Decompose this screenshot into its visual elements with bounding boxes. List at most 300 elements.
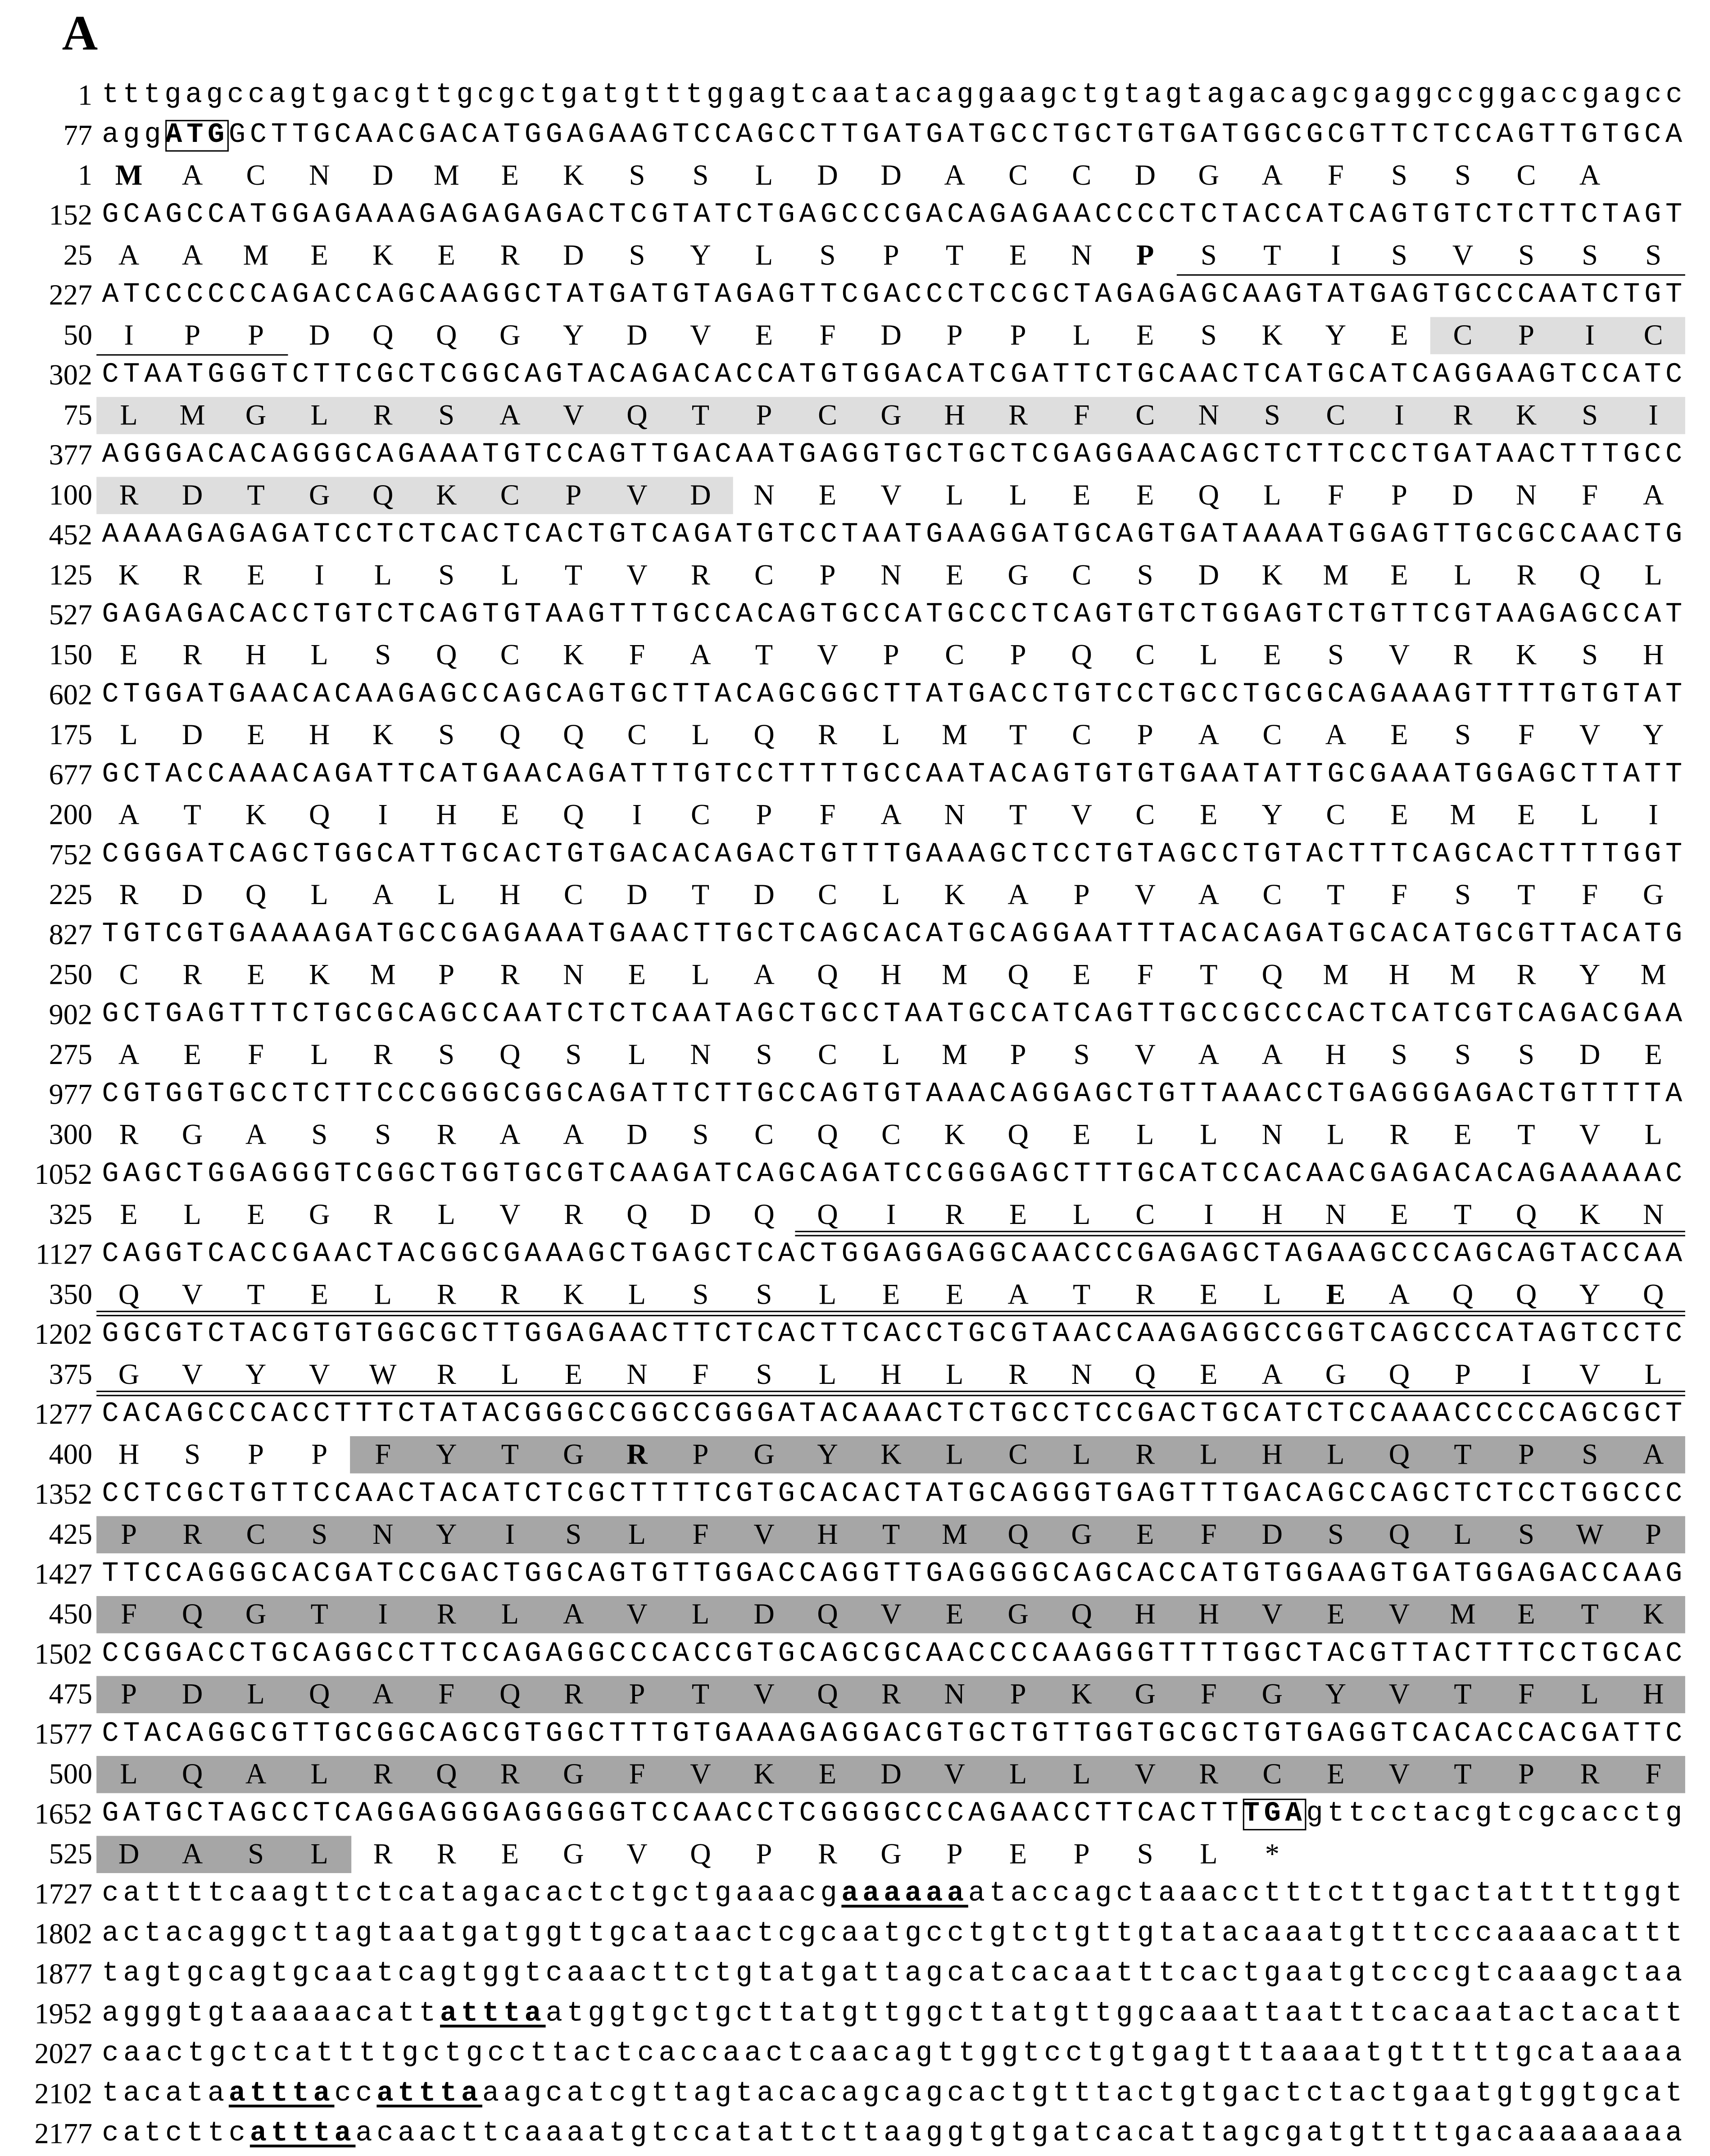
amino-acid: S bbox=[1391, 238, 1407, 272]
amino-acid: S bbox=[1200, 318, 1217, 352]
amino-acid: E bbox=[247, 558, 265, 591]
amino-acid: L bbox=[1200, 638, 1218, 672]
amino-acid: N bbox=[1071, 238, 1092, 272]
amino-acid: V bbox=[1388, 1757, 1410, 1791]
amino-acid: E bbox=[120, 1197, 138, 1231]
amino-acid: Q bbox=[181, 1597, 203, 1631]
regulatory-motif: attta bbox=[440, 1998, 546, 2030]
amino-acid: Y bbox=[436, 1517, 457, 1551]
regulatory-motif: attta bbox=[249, 2118, 356, 2150]
amino-acid: S bbox=[565, 1037, 582, 1071]
amino-acid: L bbox=[946, 478, 964, 512]
amino-acid: L bbox=[628, 1517, 646, 1551]
nucleotide-sequence: CTAATGGGTCTTCGCTCGGCAGTACAGACACCATGTGGACATCGATTCTGCAACTCATGCATCAGGAAGTCCATC bbox=[102, 359, 1687, 391]
amino-acid: K bbox=[1071, 1677, 1092, 1710]
amino-acid: K bbox=[563, 158, 584, 192]
amino-acid: E bbox=[501, 798, 519, 831]
amino-acid: E bbox=[882, 1278, 900, 1311]
amino-acid: Q bbox=[626, 1197, 648, 1231]
amino-acid: F bbox=[1073, 398, 1090, 432]
amino-acid: K bbox=[436, 478, 457, 512]
amino-acid: I bbox=[1585, 318, 1595, 352]
amino-acid: L bbox=[1136, 1118, 1154, 1151]
amino-acid: P bbox=[1518, 1757, 1534, 1791]
amino-acid: V bbox=[1579, 718, 1601, 751]
nucleotide-sequence: CCTCGCTGTTCCAACTACATCTCGCTTTTCGTGCACACTATGCAGGGTGAGTTTGACAGCCAGCTCTCCTGGCCC bbox=[102, 1478, 1687, 1511]
amino-acid: S bbox=[1518, 238, 1534, 272]
nucleotide-sequence: GGCGTCTACGTGTGGCGCTTGGAGAACTTCTCACTTCACCTGCGTAACCAAGAGGCCGGTCAGCCCATAGTCCTC bbox=[102, 1319, 1687, 1351]
amino-acid: N bbox=[1198, 398, 1220, 432]
nucleotide-line bbox=[0, 837, 1710, 874]
amino-acid: V bbox=[499, 1197, 521, 1231]
amino-acid: K bbox=[880, 1437, 902, 1471]
amino-acid: D bbox=[626, 878, 648, 911]
amino-acid: G bbox=[118, 1357, 140, 1391]
amino-acid: S bbox=[375, 1118, 391, 1151]
amino-acid: T bbox=[501, 1437, 519, 1471]
amino-acid: V bbox=[690, 318, 711, 352]
protein-line bbox=[0, 317, 1710, 355]
amino-acid: H bbox=[499, 878, 521, 911]
amino-acid: S bbox=[1137, 1837, 1153, 1870]
amino-acid: L bbox=[374, 1278, 392, 1311]
amino-acid: V bbox=[1388, 1597, 1410, 1631]
amino-acid: R bbox=[373, 1037, 393, 1071]
amino-acid: E bbox=[1073, 958, 1091, 991]
amino-acid: L bbox=[310, 878, 328, 911]
nucleotide-line bbox=[0, 1476, 1710, 1514]
amino-acid: K bbox=[1642, 1597, 1664, 1631]
amino-acid: F bbox=[819, 318, 836, 352]
amino-acid: H bbox=[1642, 638, 1664, 672]
amino-acid: I bbox=[124, 318, 134, 352]
amino-acid: R bbox=[373, 398, 393, 432]
protein-line bbox=[0, 1276, 1710, 1314]
amino-acid: Q bbox=[1071, 1597, 1092, 1631]
amino-acid: V bbox=[1388, 638, 1410, 672]
amino-acid: R bbox=[563, 1677, 583, 1710]
amino-acid: E bbox=[1454, 1118, 1472, 1151]
amino-acid: Q bbox=[1515, 1278, 1537, 1311]
amino-acid: T bbox=[247, 1278, 265, 1311]
amino-acid: I bbox=[632, 798, 642, 831]
amino-acid: P bbox=[248, 1437, 264, 1471]
amino-acid: I bbox=[886, 1197, 896, 1231]
amino-acid: G bbox=[880, 398, 902, 432]
amino-acid: A bbox=[1198, 1037, 1220, 1071]
amino-acid: R bbox=[182, 558, 202, 591]
amino-acid: C bbox=[754, 1118, 774, 1151]
amino-acid: E bbox=[1136, 478, 1154, 512]
amino-acid: W bbox=[1576, 1517, 1604, 1551]
amino-acid: H bbox=[308, 718, 330, 751]
nucleotide-sequence: GAGAGACACCTGTCTCAGTGTAAGTTTGCCACAGTGCCATGCCCTCAGTGTCTGGAGTCTGTTCGTAAGAGCCAT bbox=[102, 599, 1687, 632]
position-number: 377 bbox=[49, 438, 92, 472]
amino-acid: E bbox=[818, 1757, 837, 1791]
amino-acid: R bbox=[373, 1757, 393, 1791]
amino-acid: K bbox=[372, 238, 394, 272]
amino-acid: L bbox=[1200, 1837, 1218, 1870]
amino-acid: A bbox=[944, 158, 965, 192]
position-number: 2102 bbox=[34, 2077, 92, 2111]
amino-acid: T bbox=[183, 798, 201, 831]
nucleotide-sequence: GAGCTGGAGGGTCGGCTGGTGCGTCAAGATCAGCAGATCCGGGAGCTTTGCATCCACAACGAGACACAGAAAAAC bbox=[102, 1159, 1687, 1191]
amino-acid: Q bbox=[1071, 638, 1092, 672]
amino-acid: N bbox=[944, 1677, 965, 1710]
amino-acid: M bbox=[942, 718, 968, 751]
amino-acid: H bbox=[880, 1357, 902, 1391]
amino-acid: R bbox=[1516, 958, 1536, 991]
protein-line bbox=[0, 1676, 1710, 1713]
amino-acid: L bbox=[1581, 1677, 1599, 1710]
amino-acid: G bbox=[499, 318, 521, 352]
amino-acid: M bbox=[179, 398, 205, 432]
amino-acid: G bbox=[1261, 1677, 1283, 1710]
amino-acid: A bbox=[1642, 1437, 1664, 1471]
amino-acid: S bbox=[1582, 638, 1598, 672]
amino-acid: E bbox=[183, 1037, 201, 1071]
amino-acid: R bbox=[563, 1197, 583, 1231]
amino-acid: L bbox=[183, 1197, 201, 1231]
position-number: 2177 bbox=[34, 2117, 92, 2150]
position-number: 100 bbox=[49, 478, 92, 512]
amino-acid: C bbox=[1135, 398, 1155, 432]
amino-acid: C bbox=[1326, 798, 1346, 831]
nucleotide-sequence: CAGGTCACCGAACTACGGCGAAAGCTGAGCTCACTGGAGGAGGCAACCCGAGAGCTAGAAGCCCAGCAGTACCAA bbox=[102, 1239, 1687, 1271]
amino-acid: A bbox=[118, 1037, 140, 1071]
amino-acid: R bbox=[500, 1278, 520, 1311]
amino-acid: A bbox=[245, 1757, 267, 1791]
amino-acid: T bbox=[1009, 718, 1027, 751]
amino-acid: M bbox=[1323, 958, 1349, 991]
position-number: 200 bbox=[49, 798, 92, 831]
amino-acid: E bbox=[1390, 718, 1408, 751]
amino-acid: R bbox=[945, 1197, 965, 1231]
amino-acid: T bbox=[1327, 878, 1345, 911]
amino-acid-sequence bbox=[102, 1756, 1687, 1793]
amino-acid: E bbox=[1136, 1517, 1154, 1551]
amino-acid: S bbox=[438, 558, 455, 591]
amino-acid: L bbox=[818, 1357, 837, 1391]
nucleotide-line bbox=[0, 197, 1710, 235]
amino-acid: A bbox=[1261, 158, 1283, 192]
amino-acid: H bbox=[1261, 1197, 1283, 1231]
amino-acid: T bbox=[1454, 1437, 1472, 1471]
amino-acid: L bbox=[1073, 318, 1091, 352]
amino-acid: Y bbox=[1579, 958, 1601, 991]
amino-acid: K bbox=[308, 958, 330, 991]
amino-acid: Q bbox=[499, 718, 521, 751]
amino-acid: T bbox=[691, 1677, 710, 1710]
amino-acid-sequence bbox=[102, 1596, 1687, 1633]
amino-acid: F bbox=[375, 1437, 391, 1471]
amino-acid: A bbox=[181, 1837, 203, 1870]
amino-acid: P bbox=[1518, 318, 1534, 352]
amino-acid: H bbox=[1642, 1677, 1664, 1710]
amino-acid: D bbox=[1198, 558, 1220, 591]
amino-acid: I bbox=[1204, 1197, 1214, 1231]
amino-acid: H bbox=[817, 1517, 838, 1551]
amino-acid: C bbox=[1262, 878, 1282, 911]
amino-acid: G bbox=[1071, 1517, 1092, 1551]
amino-acid: D bbox=[1134, 158, 1156, 192]
amino-acid: T bbox=[755, 638, 773, 672]
nucleotide-sequence: CGTGGTGCCTCTTCCCGGGCGGCAGATTCTTGCCAGTGTAAACAGGAGCTGTTAAACCTGAGGGAGACTGTTTTA bbox=[102, 1079, 1687, 1111]
nucleotide-sequence: tacataatttaccatttaaagcatcgttagtacacagcagcactgtttactgtgactctactgaatgtggtgcat bbox=[102, 2078, 1687, 2111]
amino-acid: Q bbox=[499, 1037, 521, 1071]
position-number: 1 bbox=[77, 158, 92, 192]
nucleotide-sequence: tttgagccagtgacgttgcgctgatgtttggagtcaatacaggaagctgtagtagacagcgaggccggaccgagcc bbox=[102, 80, 1687, 112]
amino-acid: V bbox=[626, 558, 648, 591]
amino-acid: C bbox=[1072, 718, 1092, 751]
protein-line bbox=[0, 1196, 1710, 1234]
position-number: 225 bbox=[49, 878, 92, 911]
amino-acid: L bbox=[1454, 558, 1472, 591]
amino-acid: H bbox=[1325, 1037, 1347, 1071]
amino-acid: F bbox=[692, 1517, 709, 1551]
position-number: 50 bbox=[63, 318, 92, 352]
amino-acid: E bbox=[818, 478, 837, 512]
amino-acid: G bbox=[1007, 558, 1029, 591]
amino-acid: A bbox=[1261, 1037, 1283, 1071]
amino-acid: L bbox=[882, 1037, 900, 1071]
amino-acid: V bbox=[1071, 798, 1092, 831]
position-number: 602 bbox=[49, 678, 92, 711]
amino-acid: N bbox=[626, 1357, 648, 1391]
amino-acid: Y bbox=[563, 318, 584, 352]
amino-acid-sequence bbox=[102, 317, 1687, 355]
nucleotide-sequence: GCTACCAAACAGATTCATGAACAGATTTGTCCTTTTGCCAATACAGTGTGTGAATATTGCGAAATGGAGCTTATT bbox=[102, 759, 1687, 791]
amino-acid: R bbox=[1516, 558, 1536, 591]
amino-acid: C bbox=[1072, 558, 1092, 591]
amino-acid: E bbox=[1327, 1597, 1345, 1631]
amino-acid: D bbox=[626, 318, 648, 352]
amino-acid: T bbox=[1581, 1597, 1599, 1631]
amino-acid: A bbox=[181, 238, 203, 272]
nucleotide-line bbox=[0, 597, 1710, 634]
amino-acid: Y bbox=[1642, 718, 1664, 751]
amino-acid: A bbox=[1007, 1278, 1029, 1311]
amino-acid: K bbox=[245, 798, 267, 831]
panel-label: A bbox=[62, 5, 98, 61]
amino-acid-sequence bbox=[102, 1676, 1687, 1713]
amino-acid: I bbox=[1521, 1357, 1531, 1391]
position-number: 75 bbox=[63, 398, 92, 432]
protein-line bbox=[0, 796, 1710, 834]
amino-acid: R bbox=[626, 1437, 648, 1471]
nucleotide-line bbox=[0, 1316, 1710, 1354]
nucleotide-sequence: CTGGATGAACACAAGAGCCAGCAGTGCTTACAGCGGCTTATGACCTGTCCTGCCTGCGCAGAAAGTTTTGTGTAT bbox=[102, 679, 1687, 711]
amino-acid: F bbox=[121, 1597, 137, 1631]
nucleotide-sequence: GCAGCCATGGAGAAAGAGAGAGACTCGTATCTGAGCCCGACAGAGAACCCCTCTACCATCAGTGTCTCTTCTAGT bbox=[102, 200, 1687, 232]
nucleotide-line bbox=[0, 1876, 1710, 1913]
amino-acid: S bbox=[438, 1037, 455, 1071]
position-number: 175 bbox=[49, 718, 92, 751]
amino-acid: Q bbox=[245, 878, 267, 911]
amino-acid: S bbox=[1455, 158, 1471, 192]
amino-acid: L bbox=[946, 1437, 964, 1471]
amino-acid: F bbox=[1137, 958, 1153, 991]
position-number: 150 bbox=[49, 638, 92, 672]
amino-acid: E bbox=[1327, 1757, 1345, 1791]
amino-acid: A bbox=[245, 1118, 267, 1151]
amino-acid: E bbox=[564, 1357, 582, 1391]
amino-acid: S bbox=[756, 1357, 772, 1391]
amino-acid: Q bbox=[1579, 558, 1601, 591]
amino-acid: Y bbox=[817, 1437, 838, 1471]
nucleotide-sequence: TTCCAGGGCACGATCCGACTGGCAGTGTTGGACCAGGTTGAGGGGCAGCACCATGTGGAAGTGATGGAGACCAAG bbox=[102, 1559, 1687, 1591]
amino-acid: Y bbox=[1325, 1677, 1347, 1710]
amino-acid: E bbox=[120, 638, 138, 672]
amino-acid: E bbox=[1263, 638, 1281, 672]
amino-acid: F bbox=[819, 798, 836, 831]
amino-acid: L bbox=[1073, 1437, 1091, 1471]
nucleotide-sequence: aggATGGCTTGCAACGACATGGAGAAGTCCAGCCTTGATGATGCCTGCTGTGATGGCGCGTTCTCCAGTTGTGCA bbox=[102, 120, 1687, 152]
amino-acid: L bbox=[120, 1757, 138, 1791]
nucleotide-line bbox=[0, 917, 1710, 954]
amino-acid: C bbox=[1135, 1197, 1155, 1231]
amino-acid: V bbox=[1452, 238, 1474, 272]
amino-acid: C bbox=[1072, 158, 1092, 192]
nucleotide-line bbox=[0, 1556, 1710, 1593]
amino-acid: L bbox=[1454, 1517, 1472, 1551]
position-number: 1952 bbox=[34, 1997, 92, 2030]
amino-acid: L bbox=[1200, 1118, 1218, 1151]
amino-acid: S bbox=[1328, 1517, 1344, 1551]
amino-acid: R bbox=[373, 1197, 393, 1231]
protein-line bbox=[0, 1116, 1710, 1154]
amino-acid: S bbox=[1264, 398, 1280, 432]
amino-acid: L bbox=[310, 398, 328, 432]
amino-acid: A bbox=[1198, 718, 1220, 751]
stop-symbol: * bbox=[1265, 1837, 1279, 1870]
nucleotide-sequence: TGTCGTGAAAAGATGCCGAGAAATGAACTTGCTCAGCACATGCAGGAATTTACACAGATGCACATGCGTTACATG bbox=[102, 919, 1687, 951]
amino-acid: L bbox=[1009, 478, 1027, 512]
amino-acid: Y bbox=[436, 1437, 457, 1471]
amino-acid: R bbox=[1008, 398, 1028, 432]
amino-acid: C bbox=[818, 1037, 837, 1071]
amino-acid: E bbox=[310, 238, 328, 272]
amino-acid: S bbox=[1137, 558, 1153, 591]
amino-acid: M bbox=[1450, 798, 1476, 831]
amino-acid: P bbox=[946, 1837, 963, 1870]
amino-acid: D bbox=[880, 158, 902, 192]
amino-acid: E bbox=[1009, 1197, 1027, 1231]
amino-acid: G bbox=[1007, 1597, 1029, 1631]
nucleotide-sequence: ATCCCCCCAGACCAGCAAGGCTATGATGTAGAGTTCGACCCTCCGCTAGAGAGCAAGTATGAGTGCCCAATCTGT bbox=[102, 280, 1687, 312]
amino-acid: V bbox=[1388, 1677, 1410, 1710]
position-number: 1 bbox=[77, 78, 92, 112]
amino-acid: P bbox=[1645, 1517, 1662, 1551]
nucleotide-sequence: catcttcatttaacaacttcaaaatgtccatattcttaaggtgtgatcacattagcgatgttttgacaaaaaaaa bbox=[102, 2118, 1687, 2150]
amino-acid: E bbox=[501, 1837, 519, 1870]
amino-acid: R bbox=[436, 1278, 456, 1311]
nucleotide-line bbox=[0, 1796, 1710, 1833]
position-number: 250 bbox=[49, 958, 92, 991]
amino-acid: R bbox=[119, 1118, 139, 1151]
amino-acid: E bbox=[1009, 1837, 1027, 1870]
amino-acid: F bbox=[248, 1037, 264, 1071]
amino-acid: V bbox=[1134, 1037, 1156, 1071]
amino-acid: C bbox=[881, 1118, 901, 1151]
position-number: 1652 bbox=[34, 1797, 92, 1831]
amino-acid: R bbox=[182, 1517, 202, 1551]
amino-acid: Q bbox=[563, 718, 584, 751]
regulatory-motif: attta bbox=[228, 2078, 335, 2111]
amino-acid: R bbox=[119, 878, 139, 911]
amino-acid: E bbox=[1390, 1197, 1408, 1231]
amino-acid: L bbox=[310, 638, 328, 672]
amino-acid: R bbox=[436, 1837, 456, 1870]
amino-acid: L bbox=[1073, 1757, 1091, 1791]
amino-acid: R bbox=[436, 1357, 456, 1391]
protein-line bbox=[0, 1436, 1710, 1474]
amino-acid: G bbox=[1198, 158, 1220, 192]
amino-acid: D bbox=[880, 1757, 902, 1791]
amino-acid-sequence bbox=[102, 157, 1687, 195]
amino-acid: P bbox=[883, 638, 899, 672]
protein-line bbox=[0, 1836, 1710, 1873]
amino-acid: L bbox=[1073, 1197, 1091, 1231]
amino-acid: L bbox=[310, 1837, 328, 1870]
position-number: 1727 bbox=[34, 1877, 92, 1910]
position-number: 325 bbox=[49, 1197, 92, 1231]
amino-acid: P bbox=[692, 1437, 709, 1471]
nucleotide-sequence: tagtgcagtgcaatcagtggtcaaacttctgtatgattagcatcacaatttcactgaatgtcccgtcaaagctaa bbox=[102, 1958, 1687, 1991]
amino-acid: D bbox=[1579, 1037, 1601, 1071]
nucleotide-line bbox=[0, 1956, 1710, 1993]
amino-acid: E bbox=[1517, 1597, 1535, 1631]
amino-acid: E bbox=[946, 558, 964, 591]
protein-line bbox=[0, 237, 1710, 274]
amino-acid: D bbox=[181, 1677, 203, 1710]
amino-acid: S bbox=[1455, 1037, 1471, 1071]
amino-acid: F bbox=[1582, 878, 1598, 911]
amino-acid: G bbox=[563, 1437, 584, 1471]
nucleotide-sequence: agggtgtaaaaacattatttaatggtgctgcttatgttggcttatgttggcaaattaatttcacaatactacatt bbox=[102, 1998, 1687, 2030]
amino-acid: A bbox=[499, 1118, 521, 1151]
amino-acid-sequence bbox=[102, 956, 1687, 994]
amino-acid: S bbox=[819, 238, 836, 272]
amino-acid: Q bbox=[1007, 1517, 1029, 1551]
amino-acid: C bbox=[1135, 638, 1155, 672]
amino-acid: A bbox=[1642, 478, 1664, 512]
amino-acid: D bbox=[563, 238, 584, 272]
amino-acid: V bbox=[880, 1597, 902, 1631]
amino-acid: I bbox=[1394, 398, 1404, 432]
amino-acid: A bbox=[372, 1677, 394, 1710]
amino-acid: P bbox=[756, 1837, 772, 1870]
nucleotide-line bbox=[0, 2115, 1710, 2153]
amino-acid: A bbox=[372, 878, 394, 911]
amino-acid: L bbox=[501, 1357, 519, 1391]
amino-acid: C bbox=[754, 558, 774, 591]
amino-acid: C bbox=[818, 398, 837, 432]
nucleotide-sequence: CTACAGGCGTTGCGGCAGCGTGGCTTTGTGAAAGAGGACGTGCTGTTGGTGCGCTGTGAGGTCACACCACGATTC bbox=[102, 1719, 1687, 1751]
position-number: 77 bbox=[63, 118, 92, 152]
amino-acid: E bbox=[946, 1597, 964, 1631]
amino-acid: V bbox=[308, 1357, 330, 1391]
amino-acid: T bbox=[310, 1597, 328, 1631]
nucleotide-line bbox=[0, 1077, 1710, 1114]
amino-acid: P bbox=[1136, 238, 1154, 272]
amino-acid: F bbox=[1645, 1757, 1662, 1791]
protein-line bbox=[0, 397, 1710, 434]
amino-acid: A bbox=[563, 1118, 584, 1151]
amino-acid: L bbox=[437, 1197, 455, 1231]
amino-acid: V bbox=[626, 1597, 648, 1631]
amino-acid: N bbox=[753, 478, 775, 512]
